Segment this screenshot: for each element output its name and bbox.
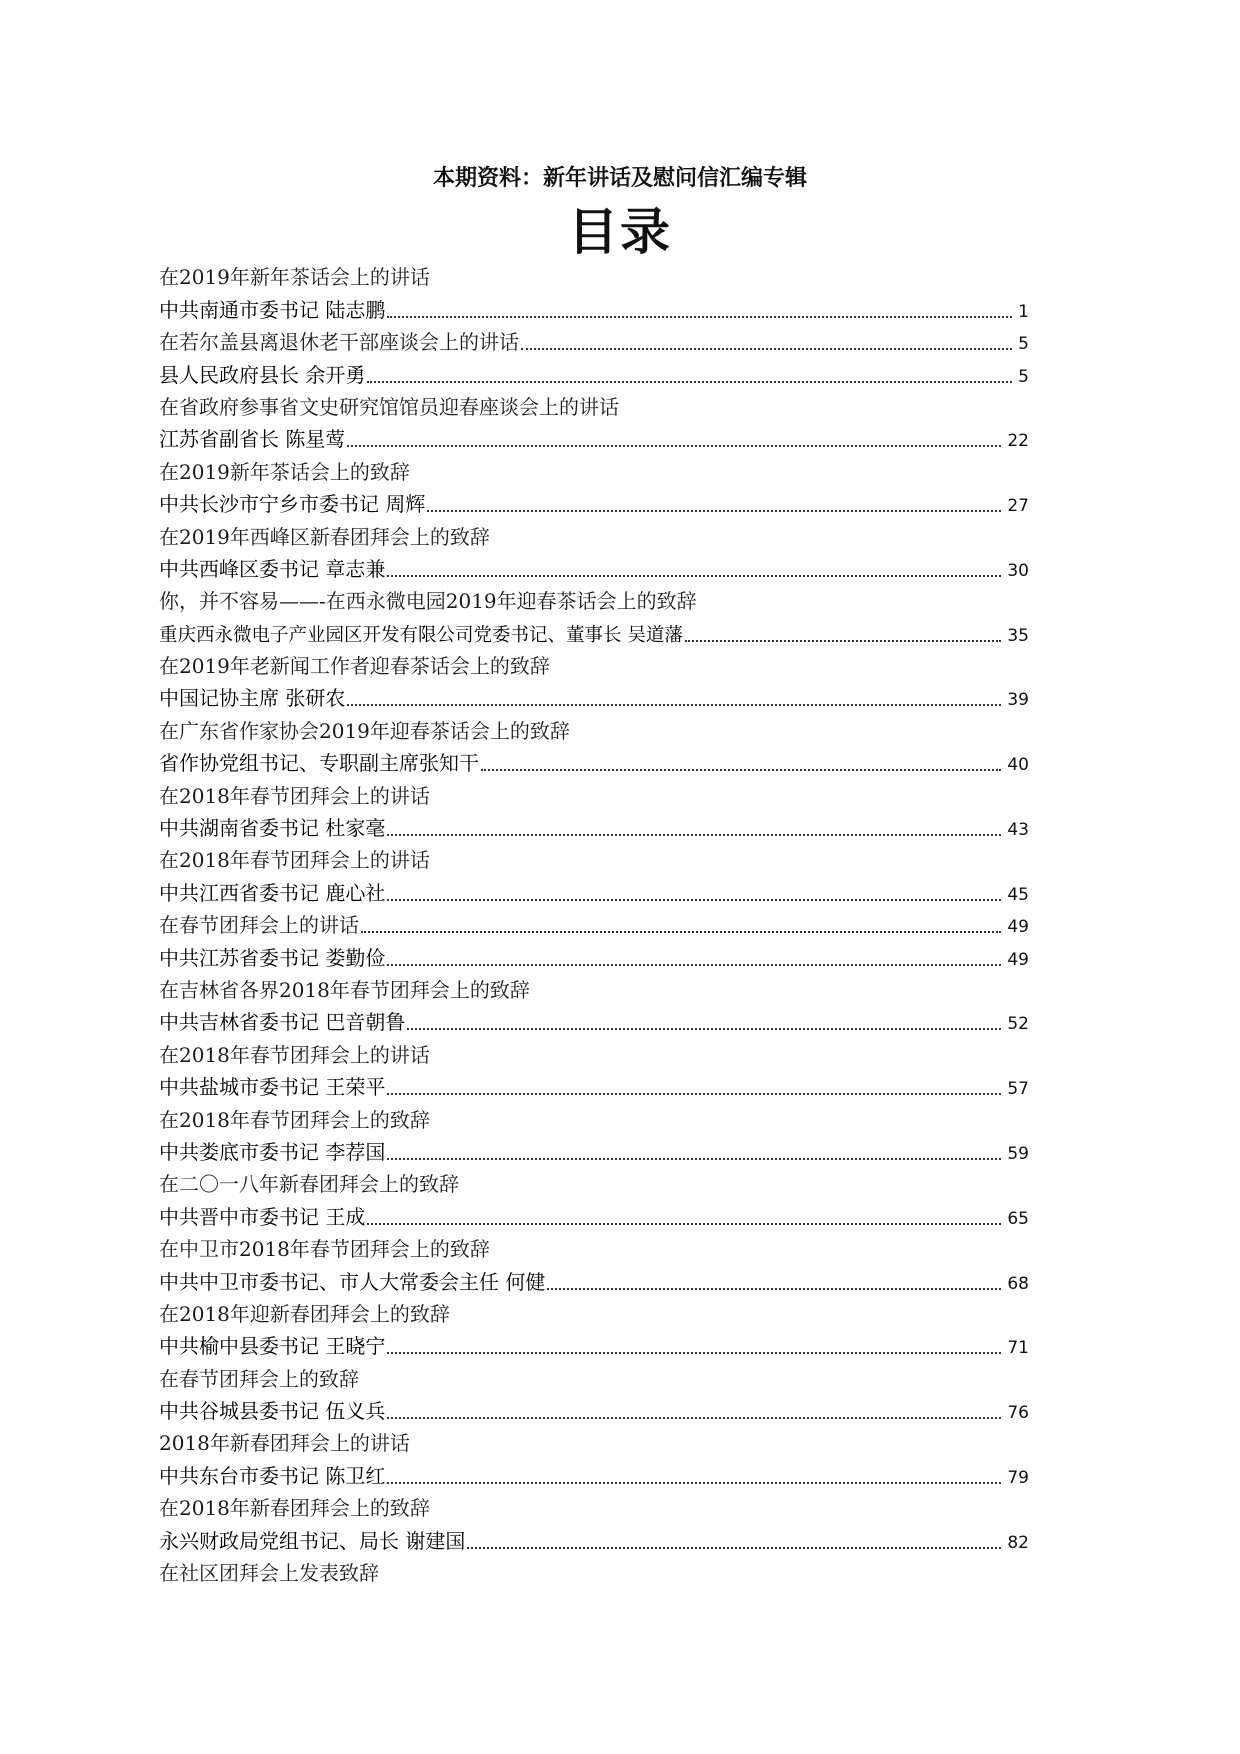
toc-entry-author[interactable] bbox=[159, 424, 1029, 456]
toc-entry-title[interactable] bbox=[159, 1234, 1029, 1266]
toc-entry-text: 在省政府参事省文史研究馆馆员迎春座谈会上的讲话 bbox=[159, 394, 619, 419]
toc-entry-author[interactable] bbox=[159, 813, 1029, 845]
toc-entry-text: 在2018年春节团拜会上的讲话 bbox=[159, 783, 430, 808]
toc-dot-leader bbox=[521, 348, 1012, 350]
toc-dot-leader bbox=[467, 1547, 1001, 1549]
toc-entry-text: 省作协党组书记、专职副主席张知干 bbox=[159, 751, 479, 776]
toc-dot-leader bbox=[387, 316, 1012, 318]
toc-entry-text: 在2018年春节团拜会上的致辞 bbox=[159, 1107, 430, 1132]
toc-entry-author[interactable] bbox=[159, 1266, 1029, 1298]
toc-entry-title[interactable] bbox=[159, 910, 1029, 942]
toc-entry-title[interactable] bbox=[159, 262, 1029, 294]
toc-page-number: 59 bbox=[1007, 1143, 1029, 1164]
toc-entry-text: 中共榆中县委书记 王晓宁 bbox=[159, 1334, 386, 1359]
toc-page-number: 76 bbox=[1007, 1403, 1029, 1424]
toc-dot-leader bbox=[407, 1028, 1001, 1030]
toc-entry-text: 永兴财政局党组书记、局长 谢建国 bbox=[159, 1528, 466, 1553]
toc-dot-leader bbox=[387, 1093, 1001, 1095]
toc-entry-text: 中共西峰区委书记 章志兼 bbox=[159, 556, 386, 581]
toc-dot-leader bbox=[387, 1417, 1001, 1419]
toc-page-number: 30 bbox=[1007, 560, 1029, 581]
toc-entry-text: 在2019新年茶话会上的致辞 bbox=[159, 459, 410, 484]
toc-entry-text: 中共晋中市委书记 王成 bbox=[159, 1204, 366, 1229]
toc-entry-text: 2018年新春团拜会上的讲话 bbox=[159, 1431, 410, 1456]
toc-dot-leader bbox=[387, 899, 1001, 901]
toc-entry-text: 在社区团拜会上发表致辞 bbox=[159, 1561, 379, 1586]
toc-page-number: 45 bbox=[1007, 884, 1029, 905]
toc-dot-leader bbox=[387, 575, 1001, 577]
toc-entry-text: 县人民政府县长 余开勇 bbox=[159, 362, 366, 387]
toc-entry-title[interactable] bbox=[159, 845, 1029, 877]
toc-entry-text: 中共谷城县委书记 伍义兵 bbox=[159, 1399, 386, 1424]
toc-entry-title[interactable] bbox=[159, 327, 1029, 359]
toc-entry-text: 中共南通市委书记 陆志鹏 bbox=[159, 297, 386, 322]
toc-entry-author[interactable] bbox=[159, 294, 1029, 326]
toc-entry-text: 中国记协主席 张研农 bbox=[159, 686, 346, 711]
toc-page-number: 22 bbox=[1007, 431, 1029, 452]
toc-entry-author[interactable] bbox=[159, 554, 1029, 586]
toc-entry-author[interactable] bbox=[159, 1137, 1029, 1169]
toc-entry-text: 你，并不容易——-在西永微电园2019年迎春茶话会上的致辞 bbox=[159, 589, 697, 614]
toc-dot-leader bbox=[481, 769, 1001, 771]
toc-entry-author[interactable] bbox=[159, 1525, 1029, 1557]
toc-entry-title[interactable] bbox=[159, 1039, 1029, 1071]
toc-dot-leader bbox=[387, 1158, 1001, 1160]
toc-entry-author[interactable] bbox=[159, 1331, 1029, 1363]
toc-entry-text: 在二〇一八年新春团拜会上的致辞 bbox=[159, 1172, 459, 1197]
toc-dot-leader bbox=[685, 640, 1001, 642]
toc-page-number: 39 bbox=[1007, 690, 1029, 711]
toc-entry-author[interactable] bbox=[159, 1201, 1029, 1233]
toc-entry-text: 在若尔盖县离退休老干部座谈会上的讲话 bbox=[159, 330, 519, 355]
toc-entry-author[interactable] bbox=[159, 748, 1029, 780]
toc-entry-title[interactable] bbox=[159, 780, 1029, 812]
toc-entry-text: 中共吉林省委书记 巴音朝鲁 bbox=[159, 1010, 406, 1035]
toc-dot-leader bbox=[347, 445, 1001, 447]
toc-entry-title[interactable] bbox=[159, 1299, 1029, 1331]
toc-entry-text: 在中卫市2018年春节团拜会上的致辞 bbox=[159, 1237, 490, 1262]
toc-entry-text: 在2018年新春团拜会上的致辞 bbox=[159, 1496, 430, 1521]
toc-page-number: 5 bbox=[1018, 366, 1029, 387]
toc-entry-text: 在广东省作家协会2019年迎春茶话会上的致辞 bbox=[159, 718, 570, 743]
toc-entry-text: 中共江西省委书记 鹿心社 bbox=[159, 880, 386, 905]
toc-entry-text: 中共长沙市宁乡市委书记 周辉 bbox=[159, 492, 426, 517]
toc-entry-title[interactable] bbox=[159, 521, 1029, 553]
toc-entry-text: 中共娄底市委书记 李荐国 bbox=[159, 1139, 386, 1164]
toc-entry-title[interactable] bbox=[159, 1428, 1029, 1460]
toc-page-number: 71 bbox=[1007, 1338, 1029, 1359]
toc-page-number: 40 bbox=[1007, 755, 1029, 776]
toc-entry-text: 在2018年迎新春团拜会上的致辞 bbox=[159, 1301, 450, 1326]
toc-entry-text: 中共湖南省委书记 杜家毫 bbox=[159, 816, 386, 841]
toc-page-number: 68 bbox=[1007, 1273, 1029, 1294]
toc-entry-text: 中共中卫市委书记、市人大常委会主任 何健 bbox=[159, 1269, 546, 1294]
document-title: 目录 bbox=[568, 203, 672, 261]
toc-page-number: 57 bbox=[1007, 1079, 1029, 1100]
toc-entry-title[interactable] bbox=[159, 1558, 1029, 1590]
toc-page-number: 5 bbox=[1018, 334, 1029, 355]
toc-entry-author[interactable] bbox=[159, 942, 1029, 974]
toc-entry-author[interactable] bbox=[159, 1460, 1029, 1492]
toc-entry-text: 在2019年新年茶话会上的讲话 bbox=[159, 265, 430, 290]
toc-entry-title[interactable] bbox=[159, 651, 1029, 683]
toc-entry-text: 在春节团拜会上的讲话 bbox=[159, 913, 359, 938]
toc-dot-leader bbox=[387, 964, 1001, 966]
toc-entry-text: 在2018年春节团拜会上的讲话 bbox=[159, 848, 430, 873]
toc-entry-author[interactable] bbox=[159, 1396, 1029, 1428]
toc-entry-author[interactable] bbox=[159, 359, 1029, 391]
toc-entry-title[interactable] bbox=[159, 392, 1029, 424]
toc-entry-author[interactable] bbox=[159, 618, 1029, 650]
toc-page-number: 27 bbox=[1007, 496, 1029, 517]
toc-dot-leader bbox=[347, 704, 1001, 706]
toc-dot-leader bbox=[387, 1482, 1001, 1484]
toc-page-number: 52 bbox=[1007, 1014, 1029, 1035]
toc-entry-author[interactable] bbox=[159, 489, 1029, 521]
toc-dot-leader bbox=[387, 834, 1001, 836]
toc-entry-text: 在2019年老新闻工作者迎春茶话会上的致辞 bbox=[159, 654, 550, 679]
toc-dot-leader bbox=[387, 1352, 1001, 1354]
toc-entry-text: 重庆西永微电子产业园区开发有限公司党委书记、董事长 吴道藩 bbox=[159, 624, 683, 646]
document-subtitle: 本期资料：新年讲话及慰问信汇编专辑 bbox=[432, 166, 807, 191]
toc-dot-leader bbox=[547, 1288, 1001, 1290]
toc-page-number: 65 bbox=[1007, 1208, 1029, 1229]
toc-page-number: 82 bbox=[1007, 1532, 1029, 1553]
toc-page-number: 1 bbox=[1018, 301, 1029, 322]
toc-entry-author[interactable] bbox=[159, 877, 1029, 909]
toc-entry-title[interactable] bbox=[159, 715, 1029, 747]
toc-entry-text: 在2019年西峰区新春团拜会上的致辞 bbox=[159, 524, 490, 549]
toc-page-number: 35 bbox=[1007, 625, 1029, 646]
toc-dot-leader bbox=[427, 510, 1001, 512]
toc-entry-title[interactable] bbox=[159, 975, 1029, 1007]
toc-page-number: 43 bbox=[1007, 820, 1029, 841]
toc-page-number: 49 bbox=[1007, 949, 1029, 970]
toc-entry-text: 在吉林省各界2018年春节团拜会上的致辞 bbox=[159, 977, 530, 1002]
toc-entry-text: 在春节团拜会上的致辞 bbox=[159, 1366, 359, 1391]
toc-dot-leader bbox=[367, 1223, 1001, 1225]
toc-dot-leader bbox=[361, 931, 1001, 933]
toc-entry-title[interactable] bbox=[159, 456, 1029, 488]
toc-entry-author[interactable] bbox=[159, 1007, 1029, 1039]
table-of-contents bbox=[159, 262, 1029, 1590]
toc-entry-title[interactable] bbox=[159, 1104, 1029, 1136]
toc-entry-title[interactable] bbox=[159, 1493, 1029, 1525]
toc-entry-title[interactable] bbox=[159, 1363, 1029, 1395]
toc-entry-text: 中共东台市委书记 陈卫红 bbox=[159, 1463, 386, 1488]
toc-entry-title[interactable] bbox=[159, 586, 1029, 618]
toc-page-number: 79 bbox=[1007, 1467, 1029, 1488]
toc-entry-title[interactable] bbox=[159, 1169, 1029, 1201]
toc-entry-text: 在2018年春节团拜会上的讲话 bbox=[159, 1042, 430, 1067]
toc-entry-author[interactable] bbox=[159, 1072, 1029, 1104]
toc-entry-text: 中共盐城市委书记 王荣平 bbox=[159, 1075, 386, 1100]
toc-dot-leader bbox=[367, 381, 1012, 383]
toc-entry-text: 江苏省副省长 陈星莺 bbox=[159, 427, 346, 452]
toc-entry-author[interactable] bbox=[159, 683, 1029, 715]
toc-entry-text: 中共江苏省委书记 娄勤俭 bbox=[159, 945, 386, 970]
toc-page-number: 49 bbox=[1007, 917, 1029, 938]
